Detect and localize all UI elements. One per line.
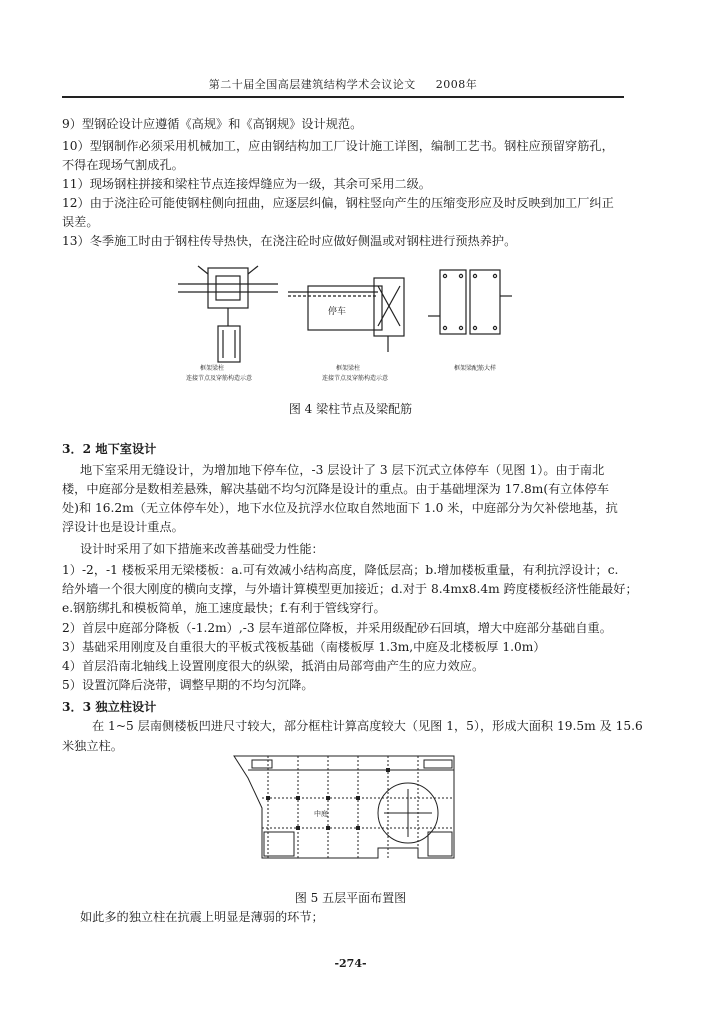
text-line: 1）-2，-1 楼板采用无梁楼板：a.可有效减小结构高度，降低层高；b.增加楼板重量，有利抗浮设计；c. [62,563,619,577]
text-line: 10）型钢制作必须采用机械加工，应由钢结构加工厂设计施工详图，编制工艺书。钢柱应预留穿筋孔， [62,139,614,153]
text-line: 9）型钢砼设计应遵循《高规》和《高钢规》设计规范。 [62,117,363,131]
section-3-2-heading: 3．2 地下室设计 [62,442,157,456]
text-line: 如此多的独立柱在抗震上明显是薄弱的环节； [80,910,324,924]
text-line: 误差。 [62,215,99,229]
column-section [208,268,248,308]
fig4-label-left-1: 框架梁柱 [200,365,225,372]
text-line: 处)和 16.2m（无立体停车处），地下水位及抗浮水位取自然地面下 1.0 米，中庭部分为欠补偿地基，抗 [62,501,618,515]
figure-5-caption: 图 5 五层平面布置图 [294,891,407,905]
text-line: 浮设计也是设计重点。 [62,520,184,534]
column-lower [218,326,240,362]
page-number: -274- [334,957,367,970]
text-line: 2）首层中庭部分降板（-1.2m）,-3 层车道部位降板，并采用级配砂石回填，增大中庭部分基础自重。 [62,621,612,635]
text-line: 楼，中庭部分是数相差悬殊，解决基础不均匀沉降是设计的重点。由于基础埋深为 17.8m(有立体停车 [62,482,610,496]
beam-detail-b [470,270,500,334]
text-line: 不得在现场气割成孔。 [62,158,184,172]
text-line: 13）冬季施工时由于钢柱传导热快，在浇注砼时应做好侧温或对钢柱进行预热养护。 [62,234,517,248]
text-line: 米独立柱。 [62,739,123,753]
text-line: 设计时采用了如下措施来改善基础受力性能： [80,542,324,556]
fig4-label-right: 框架梁配筋大样 [454,365,497,372]
figure-4-caption: 图 4 梁柱节点及梁配筋 [288,402,413,416]
header-title: 第二十届全国高层建筑结构学术会议论文 [208,78,416,91]
section-3-3-heading: 3．3 独立柱设计 [62,700,157,714]
fig4-label-left-2: 连接节点及穿筋构造示意 [186,375,253,382]
text-line: 给外墙一个很大刚度的横向支撑，与外墙计算模型更加接近；d.对于 8.4mx8.4m 跨度楼板经济性能最好； [62,582,638,596]
header-year: 2008年 [435,78,478,91]
fig4-mid-text: 停车 [328,307,347,317]
text-line: 在 1~5 层南侧楼板凹进尺寸较大，部分框柱计算高度较大（见图 1，5），形成大面积 19.5m 及 15.6 [92,719,643,733]
fig4-label-mid-2: 连接节点及穿筋构造示意 [322,375,389,382]
fig4-label-mid-1: 框架梁柱 [336,365,361,372]
header-rule [62,96,624,98]
text-line: 地下室采用无缝设计，为增加地下停车位，-3 层设计了 3 层下沉式立体停车（见图 1）。由于南北 [80,463,605,477]
text-line: 12）由于浇注砼可能使钢柱侧向扭曲，应逐层纠偏，钢柱竖向产生的压缩变形应及时反映到加工厂纠正 [62,196,614,210]
text-line: 4）首层沿南北轴线上设置刚度很大的纵梁，抵消由局部弯曲产生的应力效应。 [62,659,485,673]
figure-5-floor-plan [228,748,468,880]
plan-outline [234,756,454,858]
text-line: 11）现场钢柱拼接和梁柱节点连接焊缝应为一级，其余可采用二级。 [62,177,431,191]
running-header [62,76,624,92]
beam-detail-a [440,270,466,334]
text-line: 5）设置沉降后浇带，调整早期的不均匀沉降。 [62,678,314,692]
text-line: e.钢筋绑扎和模板简单，施工速度最快；f.有利于管线穿行。 [62,601,386,615]
figure-4-drawing [178,256,528,386]
fig5-label: 中庭 [314,810,328,818]
text-line: 3）基础采用刚度及自重很大的平板式筏板基础（南楼板厚 1.3m,中庭及北楼板厚 1.0m） [62,640,546,654]
